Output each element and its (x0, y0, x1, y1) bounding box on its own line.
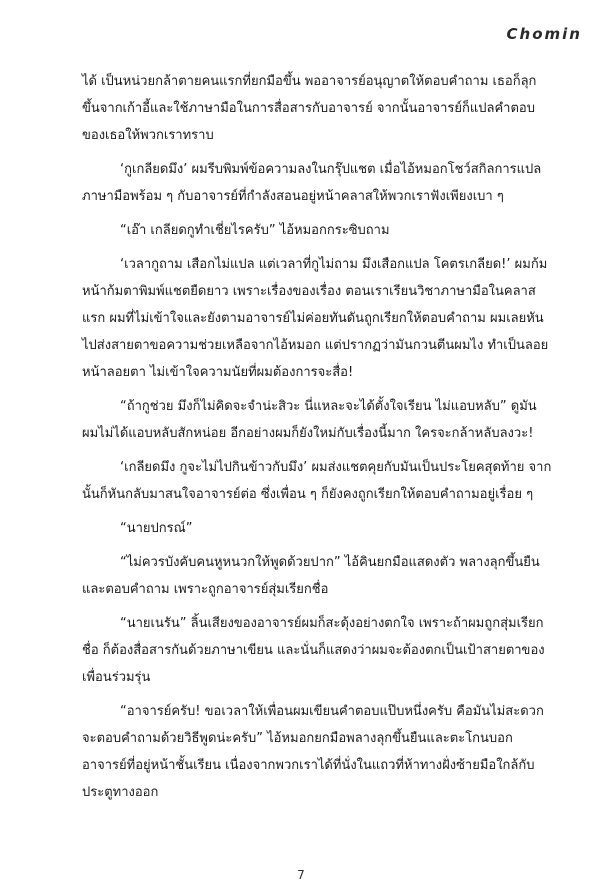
paragraph: “ถ้ากูช่วย มึงก็ไม่คิดจะจำน่ะสิวะ นี่แหละจะได้ตั้งใจเรียน ไม่แอบหลับ” ดูมัน ผมไม่ได้แอบหลับสักหน่อย อีกอย่างผมก็ยังใหม่กับเรื่องนี้มาก ใครจะกล้าหลับลงวะ! (82, 399, 537, 441)
paragraph: ได้ เป็นหน่วยกล้าตายคนแรกที่ยกมือขึ้น พออาจารย์อนุญาตให้ตอบคำถาม เธอก็ลุกขึ้นจากเก้าอี้และใช้ภาษามือในการสื่อสารกับอาจารย์ จากนั้นอาจารย์ก็แปลคำตอบของเธอให้พวกเราทราบ (82, 74, 537, 143)
paragraph: “นายปกรณ์” (120, 521, 193, 536)
running-header-title: Chomin (506, 25, 582, 43)
paragraph: ‘เวลากูถาม เสือกไม่แปล แต่เวลาที่กูไม่ถาม มึงเสือกแปล โคตรเกลียด!’ ผมก้มหน้าก้มตาพิมพ์แชตยืดยาว เพราะเรื่องของเรื่อง ตอนเราเรียนวิชาภาษามือในคลาสแรก ผมที่ไม่เข้าใจและยังตามอาจารย์ไม่ค่อยทันดันถูกเรียกให้ตอบคำถาม ผมเลยหันไปส่งสายตาขอความช่วยเหลือจากไอ้หมอก แต่ปรากฏว่ามันกวนตีนผมไง ทำเป็นลอยหน้าลอยตา ไม่เข้าใจความนัยที่ผมต้องการจะสื่อ! (82, 257, 549, 380)
page-number: 7 (297, 868, 305, 882)
paragraph: “นายเนรัน” ลิ้นเสียงของอาจารย์ผมก็สะดุ้งอย่างตกใจ เพราะถ้าผมถูกสุ่มเรียกชื่อ ก็ต้องสื่อสารกันด้วยภาษาเขียน และนั่นก็แสดงว่าผมจะต้องตกเป็นเป้าสายตาของเพื่อนร่วมรุ่น (82, 616, 545, 685)
paragraph: “เอ๊า เกลียดกูทำเชี่ยไรครับ” ไอ้หมอกกระซิบถาม (120, 223, 390, 238)
body-text (82, 68, 554, 813)
paragraph: ‘กูเกลียดมึง’ ผมรีบพิมพ์ข้อความลงในกรุ๊ปแชต เมื่อไอ้หมอกโชว์สกิลการแปลภาษามือพร้อม ๆ กับอาจารย์ที่กำลังสอนอยู่หน้าคลาสให้พวกเราฟังเพียงเบา ๆ (82, 162, 542, 204)
paragraph: “อาจารย์ครับ! ขอเวลาให้เพื่อนผมเขียนคำตอบแป๊บหนึ่งครับ คือมันไม่สะดวกจะตอบคำถามด้วยวิธีพูดน่ะครับ” ไอ้หมอกยกมือพลางลุกขึ้นยืนและตะโกนบอกอาจารย์ที่อยู่หน้าชั้นเรียน เนื่องจากพวกเราได้ที่นั่งในแถวที่ห้าทางฝั่งซ้ายมือใกล้กับประตูทางออก (82, 704, 544, 800)
paragraph: “ไม่ควรบังคับคนหูหนวกให้พูดด้วยปาก” ไอ้คินยกมือแสดงตัว พลางลุกขึ้นยืนและตอบคำถาม เพราะถูกอาจารย์สุ่มเรียกชื่อ (82, 555, 540, 597)
paragraph: ‘เกลียดมึง กูจะไม่ไปกินข้าวกับมึง’ ผมส่งแชตคุยกับมันเป็นประโยคสุดท้าย จากนั้นก็หันกลับมาสนใจอาจารย์ต่อ ซึ่งเพื่อน ๆ ก็ยังคงถูกเรียกให้ตอบคำถามอยู่เรื่อย ๆ (82, 460, 552, 502)
